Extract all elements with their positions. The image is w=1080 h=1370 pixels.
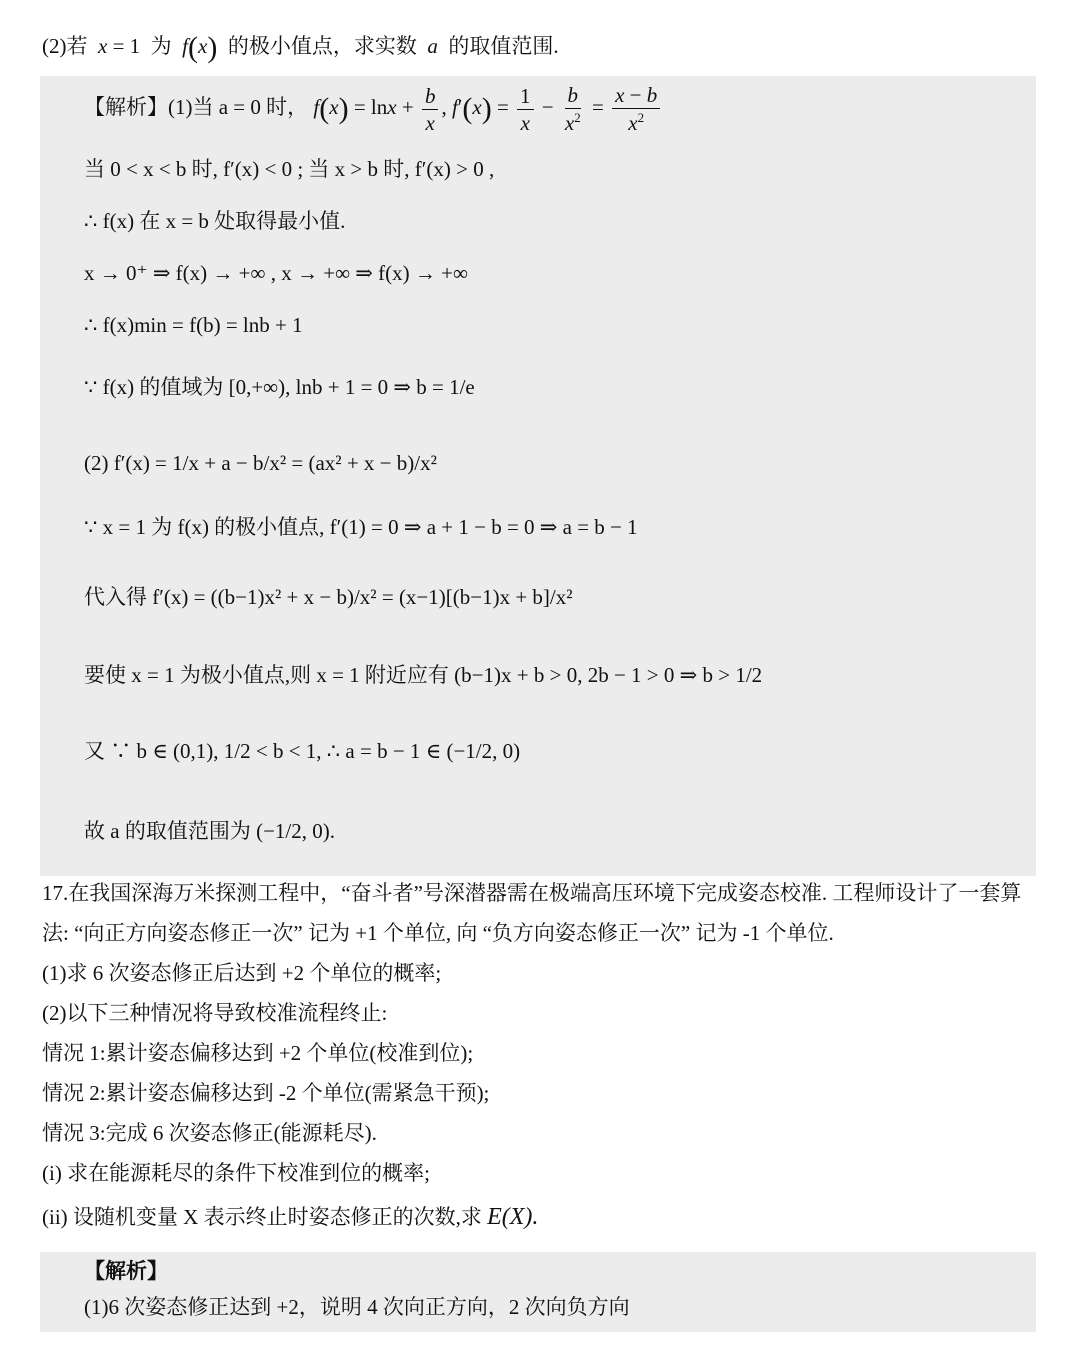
solution-1-line-11 — [84, 736, 520, 766]
solution-1-line-8 — [84, 512, 638, 542]
solution-box-2 — [40, 1252, 1036, 1332]
problem-17-q2 — [42, 998, 387, 1028]
fraction: $\frac{1}{x}$ — [517, 85, 534, 134]
solution-1-line-9 — [84, 582, 573, 612]
solution-2-line-1-text: (1)6 次姿态修正达到 +2，说明 4 次向正方向，2 次向负方向 — [84, 1295, 630, 1319]
problem-17-q2-text: (2)以下三种情况将导致校准流程终止: — [42, 1001, 388, 1025]
solution-1-line-7-text: (2) f′(x) = 1/x + a − b/x² = (ax² + x − b)/x² — [84, 451, 437, 475]
solution-1-line-1 — [84, 84, 663, 134]
problem-17-case-3-text: 情况 3:完成 6 次姿态修正(能源耗尽). — [42, 1121, 377, 1145]
problem-17-case-2 — [42, 1078, 489, 1108]
solution-2-line-1 — [84, 1292, 630, 1322]
problem-17-sub-i — [42, 1158, 430, 1188]
solution-2-tag — [84, 1256, 168, 1286]
solution-1-line-1-text: (1)当 a = 0 时， — [168, 94, 309, 119]
problem-17-case-3 — [42, 1118, 377, 1148]
solution-1-line-2-text: 当 0 < x < b 时, f′(x) < 0 ; 当 x > b 时, f′(x) > 0 , — [84, 157, 495, 181]
problem-17-sub-ii-text: (ii) 设随机变量 X 表示终止时姿态修正的次数,求 — [42, 1205, 482, 1229]
solution-1-line-3 — [84, 206, 345, 236]
solution-1-line-10 — [84, 660, 762, 690]
problem-17-case-2-text: 情况 2:累计姿态偏移达到 -2 个单位(需紧急干预); — [42, 1081, 490, 1105]
solution-1-line-2 — [84, 154, 494, 184]
problem-17-q1-text: (1)求 6 次姿态修正后达到 +2 个单位的概率; — [42, 961, 442, 985]
solution-1-line-6 — [84, 372, 475, 402]
problem-17-sub-ii-math: E(X). — [487, 1204, 539, 1230]
solution-1-line-7 — [84, 448, 437, 478]
problem-17-q1 — [42, 958, 441, 988]
problem-17-sub-ii — [42, 1202, 538, 1232]
fraction: $\frac{b}{x}$ — [422, 85, 439, 134]
solution-tag: 【解析】 — [84, 94, 168, 119]
problem-17-stem-line-1-text: 17.在我国深海万米探测工程中，“奋斗者”号深潜器需在极端高压环境下完成姿态校准. 工程师设计了一套算 — [42, 881, 1022, 905]
solution-box-1 — [40, 76, 1036, 876]
solution-1-line-12-text: 故 a 的取值范围为 (−1/2, 0). — [84, 819, 335, 843]
solution-1-line-9-text: 代入得 f′(x) = ((b−1)x² + x − b)/x² = (x−1)[(b−1)x + b]/x² — [84, 585, 573, 609]
problem-17-stem-line-1 — [42, 878, 1021, 908]
solution-1-line-3-text: ∴ f(x) 在 x = b 处取得最小值. — [84, 209, 346, 233]
solution-1-line-5 — [84, 310, 303, 340]
solution-1-line-5-text: ∴ f(x)min = f(b) = lnb + 1 — [84, 313, 303, 337]
fraction: $\frac{x - b}{x^2}$ — [612, 84, 660, 134]
solution-1-line-4-text: x → 0⁺ ⇒ f(x) → +∞ , x → +∞ ⇒ f(x) → +∞ — [84, 261, 468, 285]
problem-17-stem-line-2 — [42, 918, 834, 948]
solution-1-line-1-math: f(x) = lnx + $\frac{b}{x}$ , f′(x) = $\frac{1}{x}$ − $\frac{b}{x^2}$ = $\frac{x - b}{x^2}$ — [313, 95, 663, 119]
solution-1-line-6-text: ∵ f(x) 的值域为 [0,+∞), lnb + 1 = 0 ⇒ b = 1/e — [84, 375, 475, 399]
problem-17-case-1 — [42, 1038, 473, 1068]
fraction: $\frac{b}{x^2}$ — [564, 83, 581, 136]
question-part-2-render: (2)若 x = 1 为 f(x) 的极小值点，求实数 a 的取值范围. — [42, 31, 559, 65]
solution-1-line-4 — [84, 258, 468, 288]
problem-17-case-1-text: 情况 1:累计姿态偏移达到 +2 个单位(校准到位); — [42, 1041, 474, 1065]
solution-2-tag-text: 【解析】 — [84, 1259, 168, 1283]
solution-1-line-8-text: ∵ x = 1 为 f(x) 的极小值点, f′(1) = 0 ⇒ a + 1 − b = 0 ⇒ a = b − 1 — [84, 515, 638, 539]
problem-17-sub-i-text: (i) 求在能源耗尽的条件下校准到位的概率; — [42, 1161, 430, 1185]
question-part-2 — [42, 30, 559, 65]
solution-1-line-10-text: 要使 x = 1 为极小值点,则 x = 1 附近应有 (b−1)x + b > 0, 2b − 1 > 0 ⇒ b > 1/2 — [84, 663, 763, 687]
problem-17-stem-line-2-text: 法: “向正方向姿态修正一次” 记为 +1 个单位, 向 “负方向姿态修正一次” 记为 -1 个单位. — [42, 921, 834, 945]
solution-1-line-11-text: 又 ∵ b ∈ (0,1), 1/2 < b < 1, ∴ a = b − 1 ∈ (−1/2, 0) — [84, 739, 521, 763]
solution-1-line-12 — [84, 816, 335, 846]
